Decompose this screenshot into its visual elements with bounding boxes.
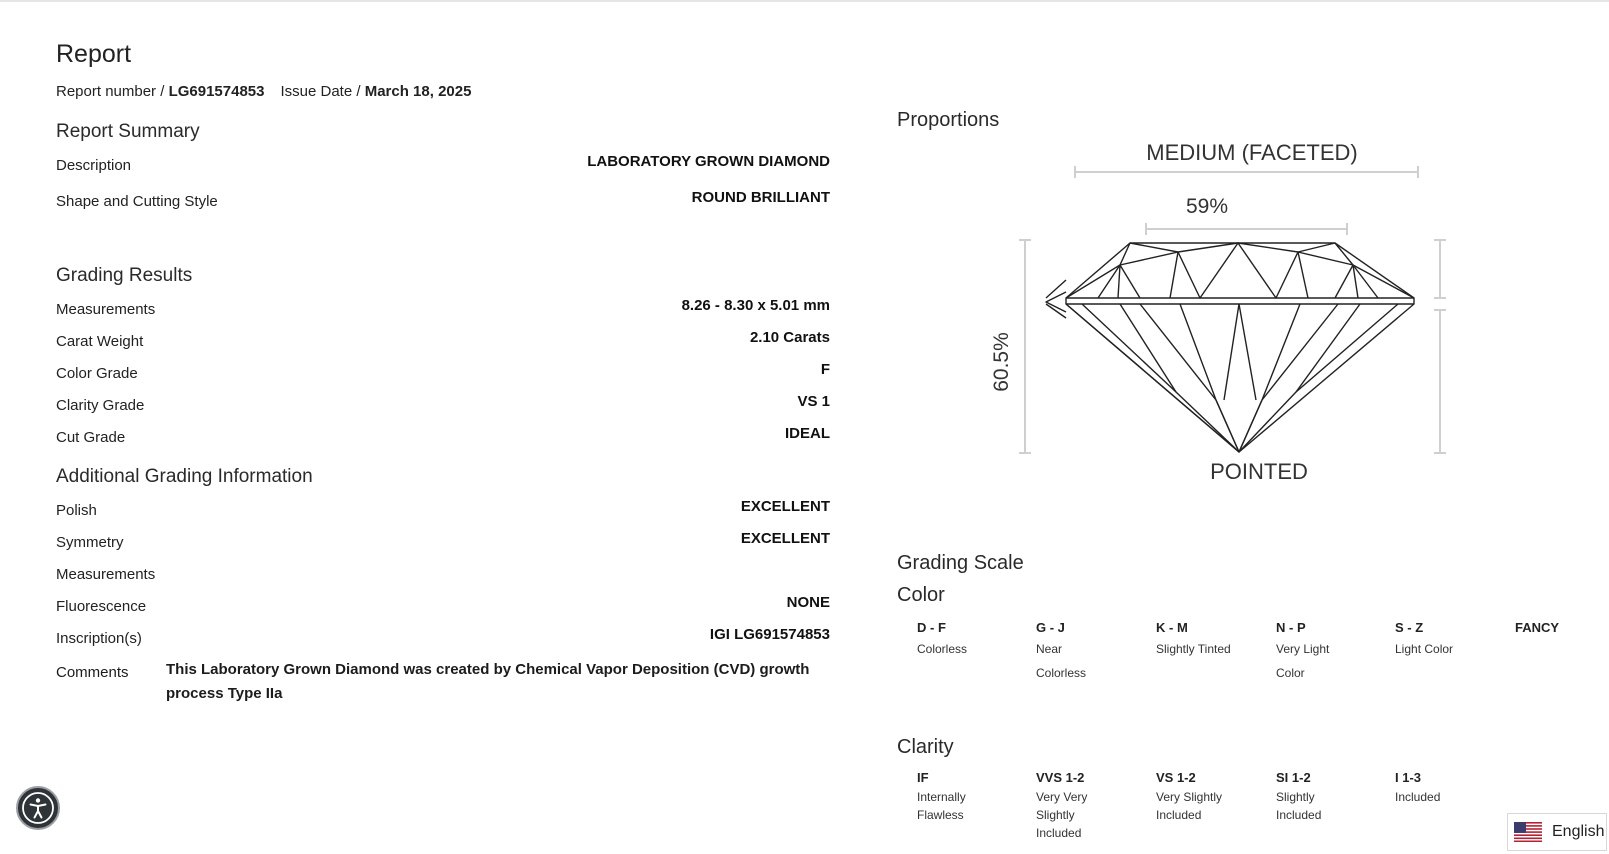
scale-code: G - J (1036, 620, 1065, 635)
row-label: Clarity Grade (56, 397, 145, 414)
scale-code: VS 1-2 (1156, 770, 1196, 785)
clarity-scale-item (1036, 770, 1106, 842)
accessibility-button[interactable] (16, 786, 60, 830)
grading-row-clarity (56, 393, 830, 417)
additional-row-inscription (56, 626, 830, 650)
language-label: English (1552, 823, 1605, 840)
row-label: Measurements (56, 566, 156, 583)
row-value: NONE (786, 594, 830, 611)
additional-row-fluorescence (56, 594, 830, 618)
scale-code: VVS 1-2 (1036, 770, 1085, 785)
scale-code: I 1-3 (1395, 770, 1422, 785)
row-value: IGI LG691574853 (709, 626, 830, 643)
issue-date-label: Issue Date / (280, 83, 365, 100)
color-scale-item (1395, 620, 1513, 661)
row-value: IDEAL (785, 425, 830, 442)
diamond-proportions-diagram (980, 130, 1460, 490)
row-label: Polish (56, 502, 97, 519)
row-label: Inscription(s) (56, 630, 142, 647)
clarity-scale-item (1395, 770, 1513, 806)
color-scale-item (1276, 620, 1348, 685)
grading-scale-title: Grading Scale (897, 552, 1024, 574)
scale-code: N - P (1276, 620, 1306, 635)
additional-row-symmetry (56, 530, 830, 554)
scale-desc: Internally Flawless (917, 790, 966, 822)
language-selector[interactable] (1507, 813, 1607, 851)
row-label: Description (56, 157, 132, 174)
row-label: Cut Grade (56, 429, 126, 446)
additional-row-polish (56, 498, 830, 522)
additional-row-measurements (56, 562, 830, 586)
scale-desc: Slightly Tinted (1156, 642, 1231, 656)
grading-row-carat (56, 329, 830, 353)
comments-value: This Laboratory Grown Diamond was created by Chemical Vapor Deposition (CVD) growth process Type IIa (166, 661, 810, 702)
clarity-scale-item (917, 770, 987, 824)
scale-desc: Included (1395, 790, 1441, 804)
scale-code: K - M (1156, 620, 1188, 635)
row-label: Color Grade (56, 365, 138, 382)
color-scale-item (1156, 620, 1274, 661)
grading-row-cut (56, 425, 830, 449)
row-label: Fluorescence (56, 598, 147, 615)
row-label: Shape and Cutting Style (56, 193, 218, 210)
row-value: ROUND BRILLIANT (691, 189, 830, 206)
color-scale-title: Color (897, 584, 945, 606)
row-value: VS 1 (797, 393, 830, 410)
summary-row-description (56, 153, 830, 177)
clarity-scale-item (1276, 770, 1346, 824)
scale-desc: Very Slightly Included (1156, 790, 1223, 822)
grading-row-color (56, 361, 830, 385)
summary-row-shape (56, 189, 830, 213)
additional-info-title: Additional Grading Information (56, 466, 313, 487)
accessibility-icon (21, 791, 55, 825)
comments-label: Comments (56, 664, 129, 681)
report-number-label: Report number / (56, 83, 169, 100)
page-title: Report (56, 40, 132, 68)
grading-results-title: Grading Results (56, 265, 193, 286)
scale-desc: Slightly Included (1276, 790, 1322, 822)
culet-label: POINTED (1210, 459, 1308, 484)
grading-row-measurements (56, 297, 830, 321)
us-flag-icon (1514, 822, 1542, 842)
clarity-scale-item (1156, 770, 1246, 824)
depth-percent-label: 60.5% (990, 332, 1013, 392)
scale-code: FANCY (1515, 620, 1560, 635)
row-label: Carat Weight (56, 333, 144, 350)
scale-desc: Light Color (1395, 642, 1454, 656)
report-summary-title: Report Summary (56, 121, 200, 142)
row-label: Symmetry (56, 534, 124, 551)
scale-desc: Very Light Color (1276, 642, 1330, 680)
scale-desc: Near Colorless (1036, 642, 1087, 680)
top-divider (0, 0, 1609, 2)
table-percent-label: 59% (1185, 195, 1229, 218)
report-meta (56, 83, 471, 100)
scale-code: S - Z (1395, 620, 1424, 635)
girdle-label: MEDIUM (FACETED) (1146, 140, 1358, 165)
proportions-title: Proportions (897, 109, 1000, 131)
row-value: EXCELLENT (740, 530, 830, 547)
scale-code: IF (917, 770, 929, 785)
color-scale-item (917, 620, 1035, 661)
diamond-outline (1046, 243, 1414, 452)
row-value: 2.10 Carats (749, 329, 830, 346)
scale-code: SI 1-2 (1276, 770, 1311, 785)
scale-desc: Very Very Slightly Included (1036, 790, 1088, 840)
color-scale-item (1036, 620, 1106, 685)
color-scale-item (1515, 620, 1609, 635)
row-value: 8.26 - 8.30 x 5.01 mm (681, 297, 830, 314)
row-value: LABORATORY GROWN DIAMOND (587, 153, 830, 170)
report-number: LG691574853 (168, 83, 265, 100)
scale-code: D - F (917, 620, 946, 635)
issue-date: March 18, 2025 (364, 83, 472, 100)
row-value: F (820, 361, 830, 378)
row-label: Measurements (56, 301, 156, 318)
scale-desc: Colorless (917, 642, 968, 656)
row-value: EXCELLENT (740, 498, 830, 515)
clarity-scale-title: Clarity (897, 736, 954, 758)
